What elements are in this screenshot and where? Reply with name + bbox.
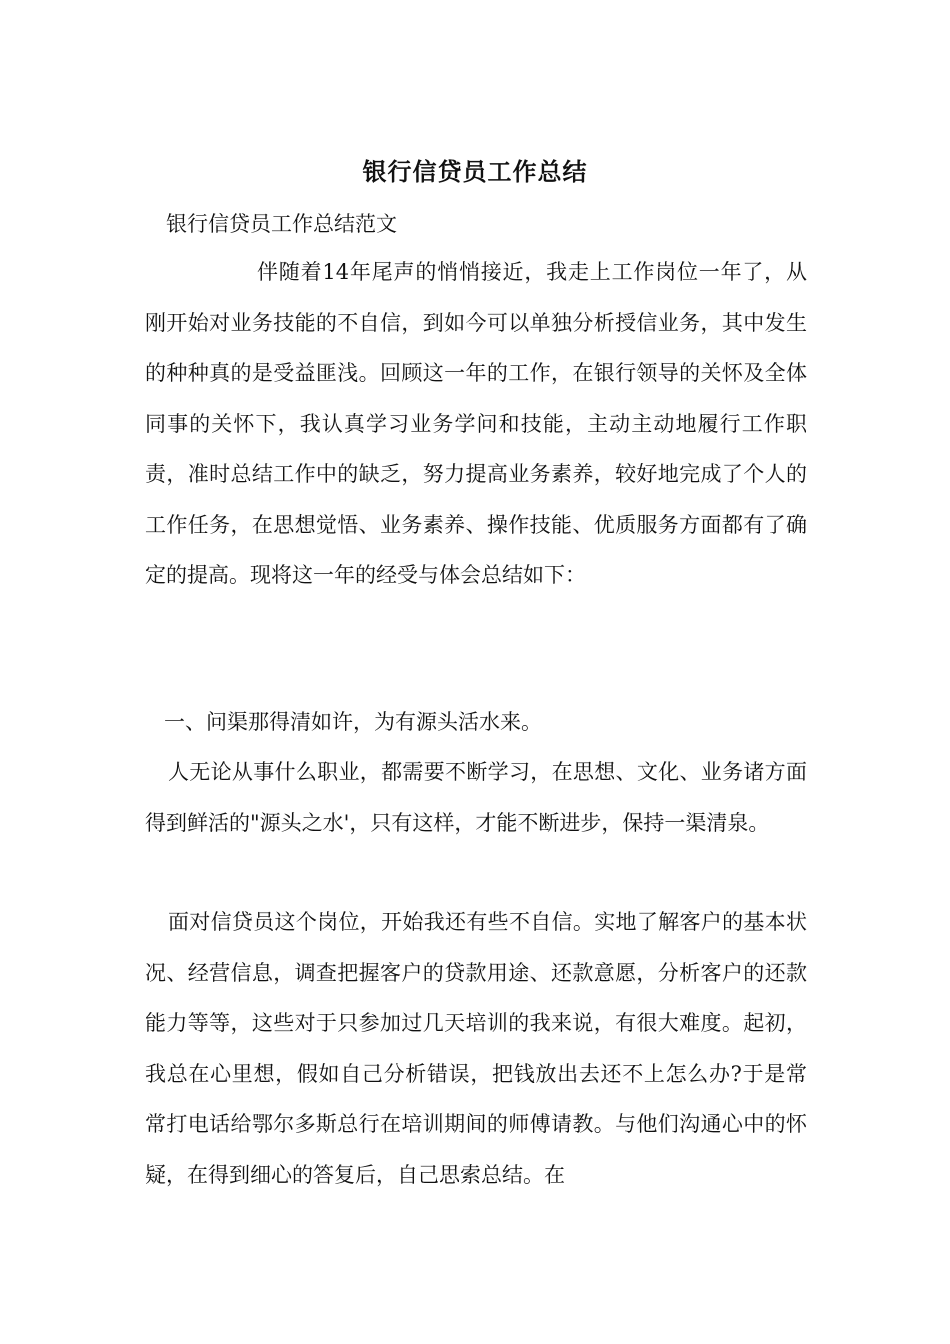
- body-paragraph: 面对信贷员这个岗位，开始我还有些不自信。实地了解客户的基本状况、经营信息，调查把握客户的贷款用途、还款意愿，分析客户的还款能力等等，这些对于只参加过几天培训的我来说，有很大难度。起初，我总在心里想，假如自己分析错误，把钱放出去还不上怎么办?于是常常打电话给鄂尔多斯总行在培训期间的师傅请教。与他们沟通心中的怀疑，在得到细心的答复后，自己思索总结。在: [145, 910, 807, 1187]
- body-paragraph: 人无论从事什么职业，都需要不断学习，在思想、文化、业务诸方面得到鲜活的"源头之水'，只有这样，才能不断进步，保持一渠清泉。: [145, 760, 807, 835]
- body-paragraph: 伴随着14年尾声的悄悄接近，我走上工作岗位一年了，从刚开始对业务技能的不自信，到如今可以单独分析授信业务，其中发生的种种真的是受益匪浅。回顾这一年的工作，在银行领导的关怀及全体同事的关怀下，我认真学习业务学问和技能，主动主动地履行工作职责，准时总结工作中的缺乏，努力提高业务素养，较好地完成了个人的工作任务，在思想觉悟、业务素养、操作技能、优质服务方面都有了确定的提高。现将这一年的经受与体会总结如下：: [145, 260, 807, 587]
- document-subtitle: 银行信贷员工作总结范文: [166, 212, 397, 236]
- section-heading: 一、问渠那得清如许，为有源头活水来。: [164, 710, 542, 734]
- document-title: 银行信贷员工作总结: [362, 157, 588, 186]
